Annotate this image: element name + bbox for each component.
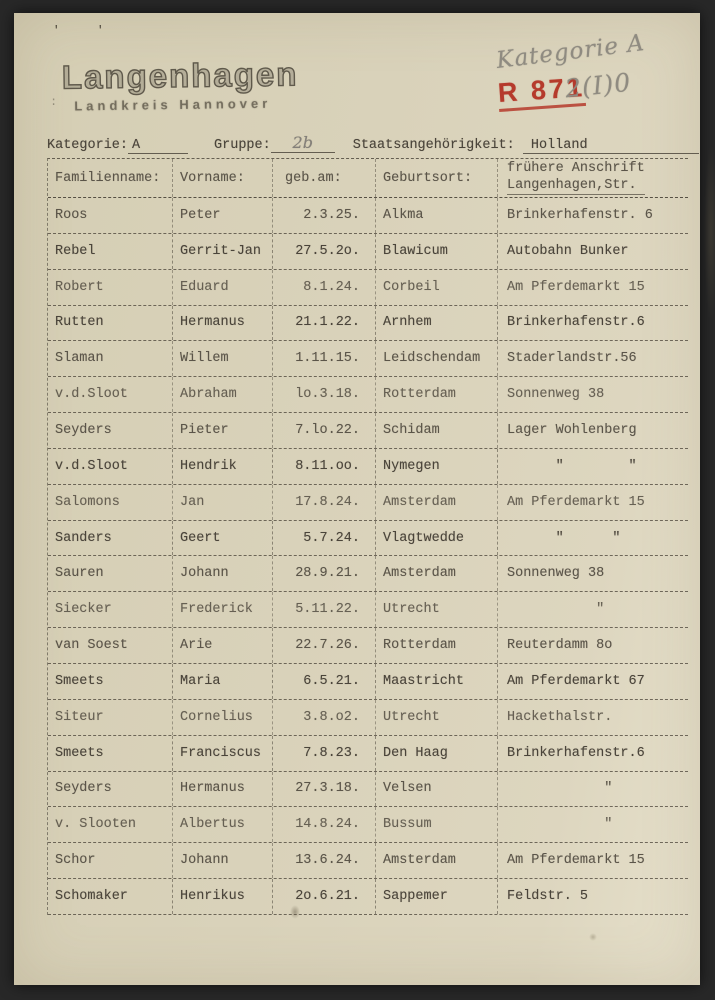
cell-geb-am: 5.7.24.: [273, 521, 376, 556]
header-anschrift-line1: frühere Anschrift: [507, 160, 645, 176]
cell-geb-am: 5.11.22.: [273, 592, 376, 627]
cell-geburtsort: Amsterdam: [376, 843, 498, 878]
cell-familienname: v.d.Sloot: [48, 449, 173, 484]
cell-geb-am: 3.8.o2.: [273, 700, 376, 735]
header-familienname: Familienname:: [48, 159, 173, 197]
cell-vorname: Maria: [173, 664, 273, 699]
scanned-document-page: [14, 13, 700, 985]
cell-anschrift: Reuterdamm 8o: [507, 638, 613, 654]
cell-geburtsort: Utrecht: [376, 700, 498, 735]
table-row: [48, 521, 688, 557]
cell-anschrift: Brinkerhafenstr.6: [507, 315, 645, 331]
table-row: [48, 664, 688, 700]
table-row: [48, 306, 688, 342]
header-vorname: Vorname:: [173, 159, 273, 197]
cell-anschrift: ": [507, 602, 605, 618]
cell-anschrift: Feldstr. 5: [507, 888, 589, 904]
cell-familienname: Schor: [48, 843, 173, 878]
cell-geburtsort: Amsterdam: [376, 485, 498, 520]
table-row: [48, 270, 688, 306]
kategorie-value: A: [128, 138, 188, 154]
paper-stain: [589, 933, 597, 941]
header-geburtsort: Geburtsort:: [376, 159, 498, 197]
registration-mark: ': [97, 25, 104, 37]
cell-geburtsort: Schidam: [376, 413, 498, 448]
cell-anschrift: Staderlandstr.56: [507, 351, 637, 367]
cell-geburtsort: Rotterdam: [376, 377, 498, 412]
cell-anschrift: Autobahn Bunker: [507, 243, 629, 259]
cell-geb-am: 27.5.2o.: [273, 234, 376, 269]
table-row: [48, 556, 688, 592]
cell-geb-am: 8.1.24.: [273, 270, 376, 305]
cell-geburtsort: Rotterdam: [376, 628, 498, 663]
handwritten-reference-number: 2(I)0: [563, 67, 633, 104]
cell-geb-am: 6.5.21.: [273, 664, 376, 699]
cell-vorname: Willem: [173, 341, 273, 376]
cell-anschrift: Brinkerhafenstr. 6: [507, 207, 653, 223]
cell-geb-am: 2.3.25.: [273, 198, 376, 233]
cell-anschrift: Lager Wohlenberg: [507, 422, 637, 438]
staatsangehoerigkeit-label: Staatsangehörigkeit:: [352, 138, 515, 153]
cell-geb-am: 1.11.15.: [273, 341, 376, 376]
table-row: [48, 592, 688, 628]
table-row: [48, 377, 688, 413]
table-row: [48, 449, 688, 485]
cell-geburtsort: Nymegen: [376, 449, 498, 484]
cell-anschrift: " ": [507, 530, 621, 546]
cell-anschrift: ": [507, 817, 613, 833]
red-reference-stamp: R 871: [497, 72, 586, 112]
cell-vorname: Hermanus: [173, 772, 273, 807]
handwritten-category-note: Kategorie A: [494, 30, 647, 74]
cell-geburtsort: Velsen: [376, 772, 498, 807]
cell-geburtsort: Arnhem: [376, 306, 498, 341]
stamp-smudge: :: [50, 95, 58, 109]
cell-familienname: Seyders: [48, 413, 173, 448]
municipality-stamp: [62, 55, 299, 113]
cell-familienname: v.d.Sloot: [48, 377, 173, 412]
cell-familienname: v. Slooten: [48, 807, 173, 842]
cell-vorname: Frederick: [173, 592, 273, 627]
cell-anschrift: Sonnenweg 38: [507, 566, 605, 582]
table-row: [48, 807, 688, 843]
cell-geb-am: 17.8.24.: [273, 485, 376, 520]
cell-anschrift: Brinkerhafenstr.6: [507, 745, 645, 761]
table-header-row: [48, 159, 688, 198]
cell-familienname: Robert: [48, 270, 173, 305]
cell-vorname: Cornelius: [173, 700, 273, 735]
header-geb-am: geb.am:: [273, 159, 376, 197]
cell-anschrift: Am Pferdemarkt 15: [507, 279, 645, 295]
cell-familienname: Smeets: [48, 736, 173, 771]
cell-geb-am: 27.3.18.: [273, 772, 376, 807]
stamp-district-name: Landkreis Hannover: [74, 95, 272, 114]
cell-anschrift: Am Pferdemarkt 15: [507, 494, 645, 510]
resident-list-table: [47, 158, 688, 915]
table-body: [48, 198, 688, 915]
cell-geb-am: 7.lo.22.: [273, 413, 376, 448]
cell-geb-am: lo.3.18.: [273, 377, 376, 412]
cell-geburtsort: Vlagtwedde: [376, 521, 498, 556]
cell-geburtsort: Alkma: [376, 198, 498, 233]
cell-geb-am: 8.11.oo.: [273, 449, 376, 484]
cell-geburtsort: Leidschendam: [376, 341, 498, 376]
cell-geb-am: 14.8.24.: [273, 807, 376, 842]
cell-familienname: Siteur: [48, 700, 173, 735]
cell-familienname: Schomaker: [48, 879, 173, 914]
cell-geburtsort: Den Haag: [376, 736, 498, 771]
cell-geb-am: 21.1.22.: [273, 306, 376, 341]
cell-familienname: Salomons: [48, 485, 173, 520]
cell-vorname: Jan: [173, 485, 273, 520]
cell-geb-am: 22.7.26.: [273, 628, 376, 663]
cell-vorname: Abraham: [173, 377, 273, 412]
cell-vorname: Eduard: [173, 270, 273, 305]
cell-geburtsort: Utrecht: [376, 592, 498, 627]
cell-vorname: Hendrik: [173, 449, 273, 484]
table-row: [48, 879, 688, 915]
cell-familienname: van Soest: [48, 628, 173, 663]
cell-geb-am: 2o.6.21.: [273, 879, 376, 914]
cell-anschrift: Am Pferdemarkt 15: [507, 853, 645, 869]
cell-vorname: Hermanus: [173, 306, 273, 341]
cell-anschrift: ": [507, 781, 613, 797]
table-row: [48, 413, 688, 449]
paper-stain: [704, 143, 715, 323]
gruppe-label: Gruppe:: [214, 138, 271, 153]
staatsangehoerigkeit-value: Holland: [523, 138, 699, 154]
table-row: [48, 485, 688, 521]
table-row: [48, 700, 688, 736]
cell-geburtsort: Amsterdam: [376, 556, 498, 591]
stamp-town-name: Langenhagen: [61, 55, 299, 96]
cell-vorname: Albertus: [173, 807, 273, 842]
cell-geb-am: 13.6.24.: [273, 843, 376, 878]
kategorie-label: Kategorie:: [47, 138, 129, 153]
cell-familienname: Sanders: [48, 521, 173, 556]
cell-familienname: Rebel: [48, 234, 173, 269]
cell-anschrift: " ": [507, 458, 637, 474]
cell-vorname: Johann: [173, 556, 273, 591]
cell-geburtsort: Blawicum: [376, 234, 498, 269]
cell-anschrift: Sonnenweg 38: [507, 387, 605, 403]
classification-line: [47, 133, 699, 154]
cell-geb-am: 7.8.23.: [273, 736, 376, 771]
table-row: [48, 341, 688, 377]
table-row: [48, 628, 688, 664]
gruppe-value: 2b: [271, 133, 335, 153]
table-row: [48, 772, 688, 808]
cell-familienname: Sauren: [48, 556, 173, 591]
cell-familienname: Smeets: [48, 664, 173, 699]
table-row: [48, 843, 688, 879]
cell-vorname: Pieter: [173, 413, 273, 448]
cell-familienname: Rutten: [48, 306, 173, 341]
table-row: [48, 736, 688, 772]
cell-vorname: Peter: [173, 198, 273, 233]
cell-vorname: Henrikus: [173, 879, 273, 914]
registration-mark: ': [53, 25, 60, 37]
cell-geb-am: 28.9.21.: [273, 556, 376, 591]
cell-familienname: Seyders: [48, 772, 173, 807]
header-anschrift: [498, 159, 688, 197]
cell-familienname: Slaman: [48, 341, 173, 376]
table-row: [48, 234, 688, 270]
cell-anschrift: Hackethalstr.: [507, 709, 613, 725]
cell-vorname: Johann: [173, 843, 273, 878]
cell-vorname: Arie: [173, 628, 273, 663]
cell-geburtsort: Maastricht: [376, 664, 498, 699]
cell-geburtsort: Corbeil: [376, 270, 498, 305]
table-row: [48, 198, 688, 234]
cell-familienname: Siecker: [48, 592, 173, 627]
cell-vorname: Gerrit-Jan: [173, 234, 273, 269]
header-anschrift-line2: Langenhagen,Str.: [507, 178, 645, 196]
cell-geburtsort: Sappemer: [376, 879, 498, 914]
cell-vorname: Geert: [173, 521, 273, 556]
cell-anschrift: Am Pferdemarkt 67: [507, 673, 645, 689]
cell-vorname: Franciscus: [173, 736, 273, 771]
cell-familienname: Roos: [48, 198, 173, 233]
cell-geburtsort: Bussum: [376, 807, 498, 842]
